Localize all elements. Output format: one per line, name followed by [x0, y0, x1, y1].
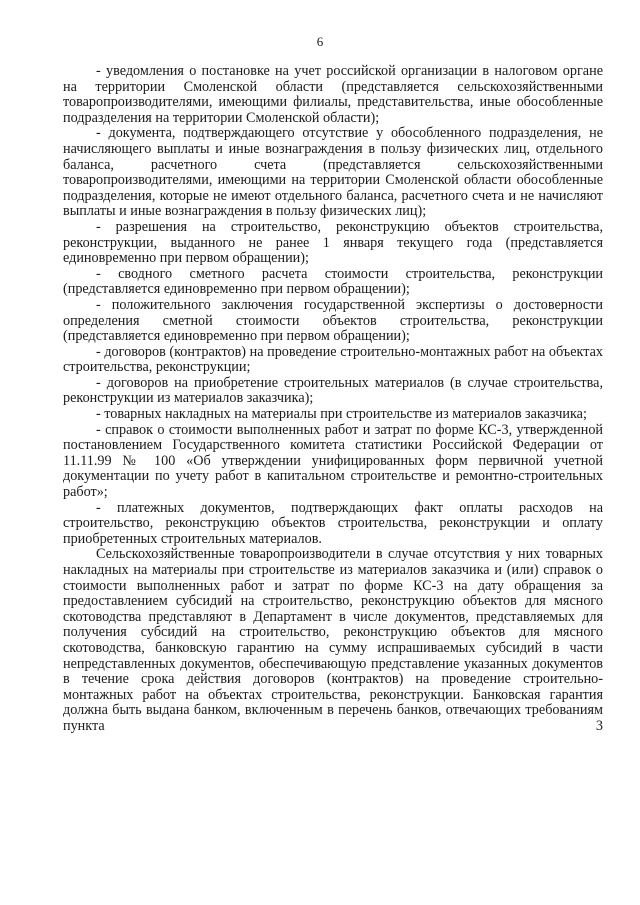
- paragraph-ks3-certificates: - справок о стоимости выполненных работ и затрат по форме КС-3, утвержденной постановлением Государственного комитета статистики Российской Федерации от 11.11.99 № 100 «Об утверждении унифицированных форм первичной учетной документации по учету работ в капитальном строительстве и ремонтно-строительных работ»;: [63, 421, 603, 501]
- paragraph-building-permit: - разрешения на строительство, реконструкцию объектов строительства, реконструкции, выданного не ранее 1 января текущего года (представляется единовременно при первом обращении);: [63, 218, 603, 267]
- paragraph-payment-documents: - платежных документов, подтверждающих факт оплаты расходов на строительство, реконструкцию объектов строительства, реконструкции и оплату приобретенных строительных материалов.: [63, 499, 603, 547]
- paragraph-bank-guarantee: Сельскохозяйственные товаропроизводители в случае отсутствия у них товарных накладных на материалы при строительстве из материалов заказчика и (или) справок о стоимости выполненных работ и затрат по форме КС-3 на дату обращения за предоставлением субсидий на строительство, реконструкцию объектов для мясного скотоводства представляют в Департамент в числе документов, представляемых для получения субсидий на строительство, реконструкцию объектов для мясного скотоводства, банковскую гарантию на сумму испрашиваемых субсидий в части непредставленных документов, обеспечивающую представление указанных документов в течение срока действия договоров (контрактов) на проведение строительно-монтажных работ на объектах строительства, реконструкции. Банковская гарантия должна быть выдана банком, включенным в перечень банков, отвечающих требованиям пункта 3: [63, 546, 603, 734]
- paragraph-tax-registration: - уведомления о постановке на учет российской организации в налоговом органе на территории Смоленской области (представляется сельскохозяйственными товаропроизводителями, имеющими филиалы, представительства, иные обособленные подразделения на территории Смоленской области);: [63, 63, 603, 126]
- paragraph-waybills: - товарных накладных на материалы при строительстве из материалов заказчика;: [96, 406, 587, 423]
- paragraph-separate-division: - документа, подтверждающего отсутствие у обособленного подразделения, не начисляющего выплаты и иные вознаграждения в пользу физических лиц, отдельного баланса, расчетного счета (представляется сельскохозяйственными товаропроизводителями, имеющими на территории Смоленской области обособленные подразделения, которые не имеют отдельного баланса, расчетного счета и не начисляют выплаты и иные вознаграждения в пользу физических лиц);: [63, 125, 603, 220]
- paragraph-cost-estimate: - сводного сметного расчета стоимости строительства, реконструкции (представляется единовременно при первом обращении);: [63, 265, 603, 298]
- paragraph-state-expertise: - положительного заключения государственной экспертизы о достоверности определения сметной стоимости объектов строительства, реконструкции (представляется единовременно при первом обращении);: [63, 296, 603, 345]
- paragraph-material-purchase: - договоров на приобретение строительных материалов (в случае строительства, реконструкции из материалов заказчика);: [63, 374, 603, 407]
- paragraph-construction-contracts: - договоров (контрактов) на проведение строительно-монтажных работ на объектах строительства, реконструкции;: [63, 343, 603, 376]
- document-body: [63, 64, 603, 735]
- page-number: 6: [316, 34, 324, 49]
